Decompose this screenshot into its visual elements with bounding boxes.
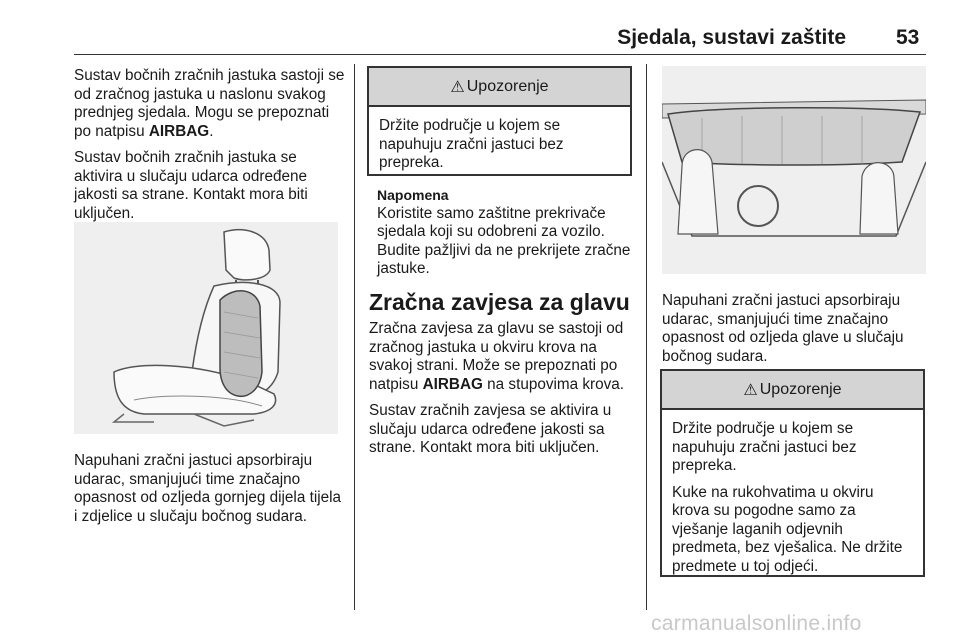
side-airbag-intro: Sustav bočnih zračnih jastuka sastoji se od zračnog jastuka u naslonu svakog prednjeg sjedala. Mogu se prepoznati po natpisu AIRBAG. (74, 67, 345, 140)
warning-title: Upozorenje (759, 380, 842, 398)
left-column (74, 67, 346, 231)
page-title: Sjedala, sustavi zaštite (617, 26, 846, 49)
warning-box-curtain-airbag (660, 369, 925, 577)
warning-text-2: Kuke na rukohvatima u okviru krova su pogodne samo za vješanje laganih odjevnih predmeta, bez vješalica. Ne držite predmete u toj odjeći. (672, 483, 903, 575)
warning-box-side-airbag (367, 66, 632, 176)
seat-airbag-illustration (74, 222, 338, 434)
airbag-label: AIRBAG (422, 375, 483, 393)
section-heading: Zračna zavjesa za glavu (369, 289, 630, 315)
curtain-airbag-caption: Napuhani zračni jastuci apsorbiraju udarac, smanjujući time značajno opasnost od ozljeda glave u slučaju bočnog sudara. (662, 292, 904, 365)
warning-title: Upozorenje (466, 77, 549, 95)
middle-column (369, 282, 637, 466)
curtain-airbag-intro: Zračna zavjesa za glavu se sastoji od zračnog jastuka u okviru krova na svakoj strani. Može se prepoznati po natpisu AIRBAG na stupovima krova. (369, 320, 625, 393)
warning-header (369, 68, 630, 107)
note-block (377, 186, 635, 287)
seat-airbag-caption: Napuhani zračni jastuci apsorbiraju udarac, smanjujući time značajno opasnost od ozljeda gornjeg dijela tijela i zdjelice u slučaju bočnog sudara. (74, 452, 342, 525)
warning-triangle-icon: ⚠ (450, 78, 465, 96)
warning-body (662, 410, 923, 590)
curtain-airbag-illustration (662, 66, 926, 274)
warning-text: Držite područje u kojem se napuhuju zračni jastuci bez prepreka. (379, 117, 564, 171)
warning-text-1: Držite područje u kojem se napuhuju zračni jastuci bez prepreka. (672, 420, 857, 474)
column-divider-left (354, 64, 355, 610)
warning-header (662, 371, 923, 410)
curtain-airbag-activation: Sustav zračnih zavjesa se aktivira u slučaju udarca određene jakosti sa strane. Kontakt mora biti uključen. (369, 402, 612, 456)
note-label: Napomena (377, 187, 449, 203)
column-divider-right (646, 64, 647, 610)
warning-triangle-icon: ⚠ (743, 381, 758, 399)
page-number: 53 (896, 26, 920, 49)
left-caption-block (74, 452, 346, 534)
watermark: carmanualsonline.info (651, 612, 862, 635)
side-airbag-activation: Sustav bočnih zračnih jastuka se aktivira u slučaju udarca određene jakosti sa strane. Kontakt mora biti uključen. (74, 149, 308, 222)
airbag-label: AIRBAG (148, 122, 210, 140)
right-caption-block (662, 292, 926, 374)
note-text: Koristite samo zaštitne prekrivače sjedala koji su odobreni za vozilo. Budite pažljivi da ne prekrijete zračne jastuke. (377, 204, 631, 277)
header-divider (74, 54, 926, 55)
warning-body (369, 107, 630, 187)
